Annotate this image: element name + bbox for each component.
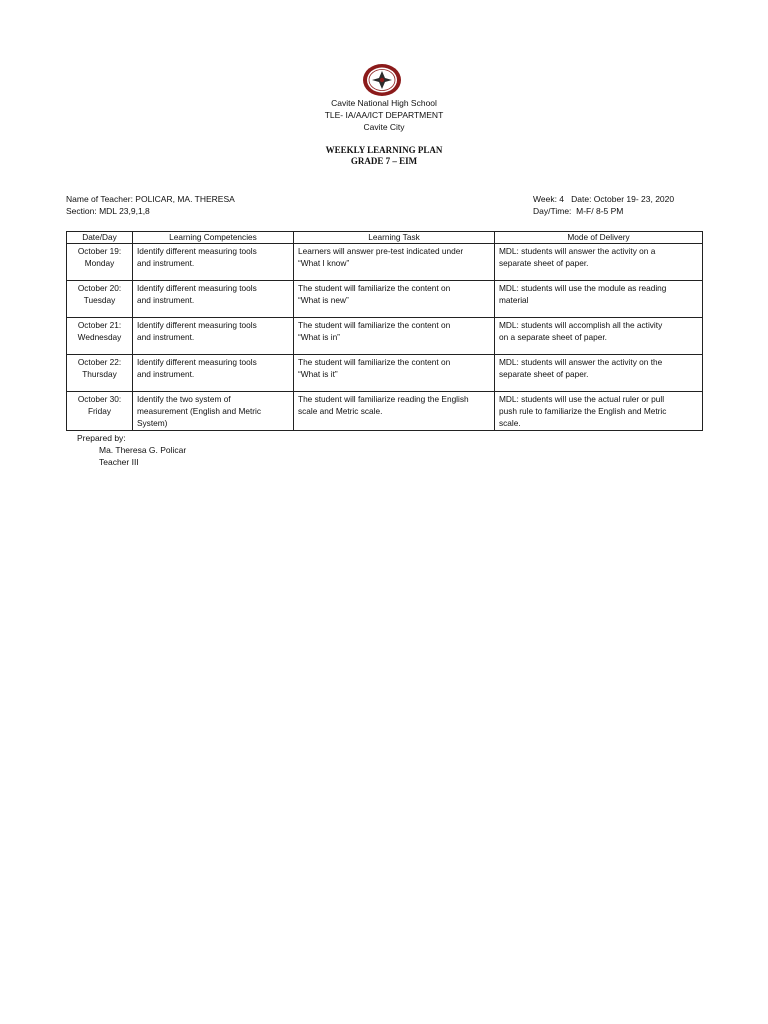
preparer-role: Teacher III [99, 457, 139, 467]
competency-line: and instrument. [137, 369, 195, 379]
competency-line: and instrument. [137, 295, 195, 305]
task-cell [294, 318, 495, 355]
task-line: “What I know” [298, 258, 350, 268]
date-day-cell [67, 318, 133, 355]
task-line: The student will familiarize the content on [298, 357, 451, 367]
delivery-cell [495, 244, 703, 281]
delivery-line: MDL: students will answer the activity on a [499, 246, 656, 256]
header-learning-task: Learning Task [294, 232, 495, 244]
task-cell [294, 355, 495, 392]
table-header-row [67, 232, 703, 244]
school-name: Cavite National High School [331, 98, 437, 108]
header-learning-competencies: Learning Competencies [133, 232, 294, 244]
day-text: Friday [87, 406, 112, 416]
day-text: Wednesday [77, 332, 122, 342]
table-row [67, 244, 703, 281]
task-cell [294, 392, 495, 431]
delivery-cell [495, 392, 703, 431]
competency-line: and instrument. [137, 258, 195, 268]
competency-line: Identify different measuring tools [137, 357, 257, 367]
competency-line: and instrument. [137, 332, 195, 342]
date-text: October 30: [77, 394, 122, 404]
competency-line: Identify different measuring tools [137, 246, 257, 256]
task-cell [294, 244, 495, 281]
date-text: October 20: [77, 283, 122, 293]
task-line: “What is new” [298, 295, 349, 305]
day-text: Tuesday [83, 295, 116, 305]
delivery-line: push rule to familiarize the English and Metric [499, 406, 667, 416]
header-mode-of-delivery: Mode of Delivery [495, 232, 703, 244]
delivery-cell [495, 318, 703, 355]
task-line: The student will familiarize the content on [298, 320, 451, 330]
week-date-info: Week: 4 Date: October 19- 23, 2020 [533, 194, 675, 204]
delivery-line: separate sheet of paper. [499, 258, 589, 268]
competency-cell [133, 392, 294, 431]
teacher-name: Name of Teacher: POLICAR, MA. THERESA [66, 194, 235, 204]
city-name: Cavite City [363, 122, 405, 132]
table-row [67, 318, 703, 355]
department-name: TLE- IA/AA/ICT DEPARTMENT [324, 110, 444, 120]
delivery-cell [495, 281, 703, 318]
task-line: scale and Metric scale. [298, 406, 383, 416]
document-subtitle: GRADE 7 – EIM [350, 156, 418, 166]
delivery-line: MDL: students will use the module as reading [499, 283, 667, 293]
task-cell [294, 281, 495, 318]
day-time-info: Day/Time: M-F/ 8-5 PM [533, 206, 624, 216]
preparer-name: Ma. Theresa G. Policar [99, 445, 187, 455]
prepared-by-label: Prepared by: [77, 433, 126, 443]
date-day-cell [67, 355, 133, 392]
task-line: “What is in” [298, 332, 340, 342]
task-line: Learners will answer pre-test indicated under [298, 246, 464, 256]
section-info: Section: MDL 23,9,1,8 [66, 206, 150, 216]
date-day-cell [67, 281, 133, 318]
competency-line: Identify the two system of [137, 394, 231, 404]
school-seal-logo [362, 63, 402, 97]
date-day-cell [67, 392, 133, 431]
day-text: Monday [84, 258, 115, 268]
delivery-line: scale. [499, 418, 521, 428]
date-text: October 21: [77, 320, 122, 330]
delivery-line: MDL: students will answer the activity on the [499, 357, 663, 367]
delivery-line: material [499, 295, 529, 305]
header-date-day: Date/Day [67, 232, 133, 244]
competency-line: Identify different measuring tools [137, 320, 257, 330]
delivery-cell [495, 355, 703, 392]
delivery-line: MDL: students will use the actual ruler or pull [499, 394, 665, 404]
learning-plan-table [66, 231, 703, 431]
competency-line: Identify different measuring tools [137, 283, 257, 293]
delivery-line: on a separate sheet of paper. [499, 332, 607, 342]
table-row [67, 392, 703, 431]
delivery-line: MDL: students will accomplish all the activity [499, 320, 663, 330]
task-line: The student will familiarize reading the English [298, 394, 469, 404]
competency-cell [133, 318, 294, 355]
competency-line: measurement (English and Metric [137, 406, 262, 416]
table-row [67, 281, 703, 318]
date-day-cell [67, 244, 133, 281]
date-text: October 19: [77, 246, 122, 256]
table-row [67, 355, 703, 392]
date-text: October 22: [77, 357, 122, 367]
competency-line: System) [137, 418, 168, 428]
document-title: WEEKLY LEARNING PLAN [325, 145, 443, 155]
task-line: The student will familiarize the content on [298, 283, 451, 293]
competency-cell [133, 281, 294, 318]
task-line: “What is it” [298, 369, 338, 379]
delivery-line: separate sheet of paper. [499, 369, 589, 379]
competency-cell [133, 244, 294, 281]
day-text: Thursday [82, 369, 117, 379]
competency-cell [133, 355, 294, 392]
